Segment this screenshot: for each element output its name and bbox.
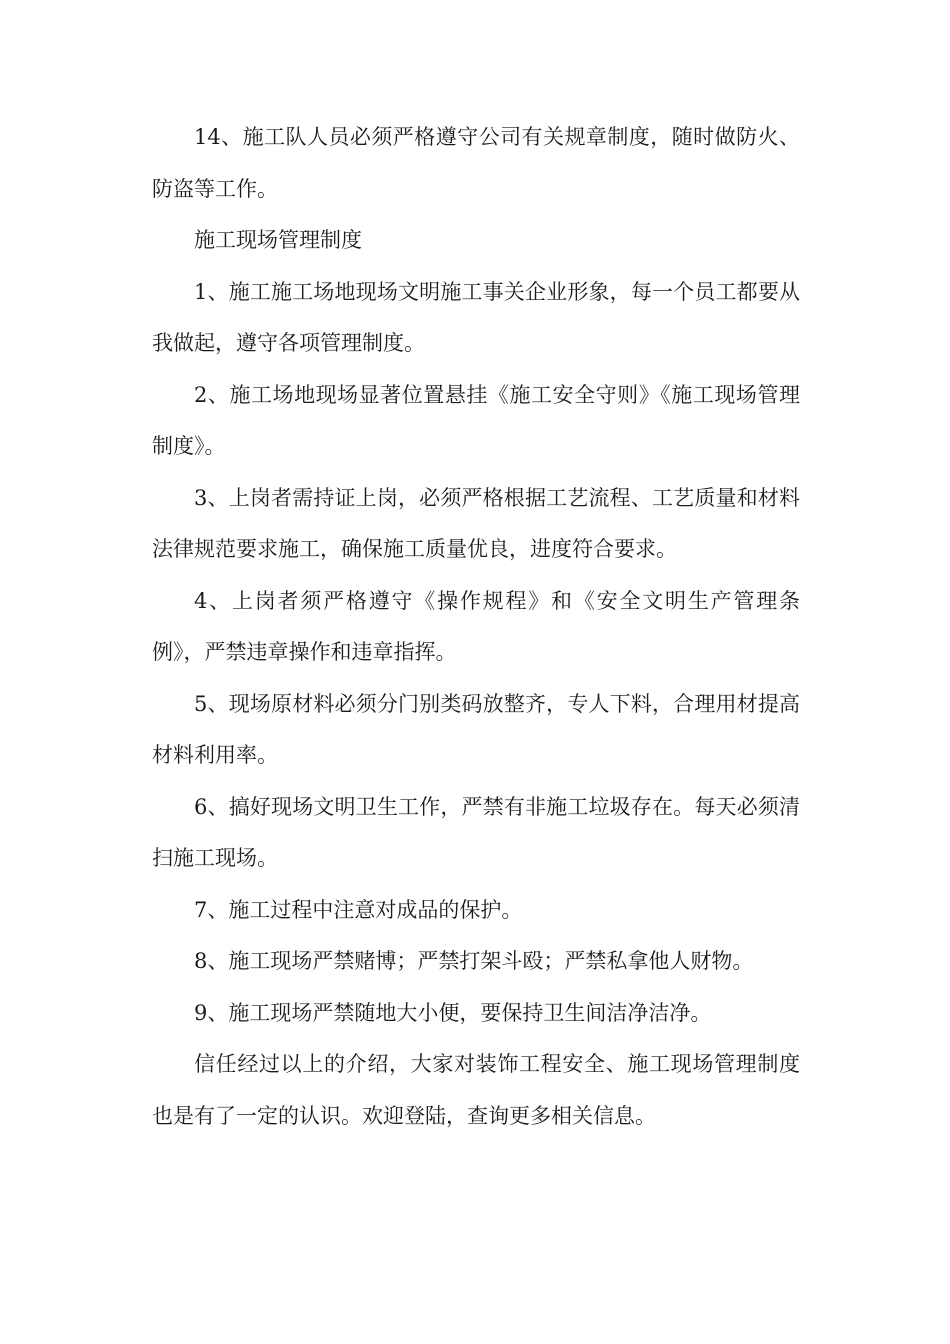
paragraph-rule-5: 5、现场原材料必须分门别类码放整齐，专人下料，合理用材提高材料利用率。 xyxy=(152,691,800,767)
paragraph-rule-7: 7、施工过程中注意对成品的保护。 xyxy=(194,897,523,922)
paragraph-rule-8: 8、施工现场严禁赌博；严禁打架斗殴；严禁私拿他人财物。 xyxy=(194,949,754,973)
paragraph-rule-2: 2、施工场地现场显著位置悬挂《施工安全守则》《施工现场管理制度》。 xyxy=(152,382,800,458)
paragraph-rule-6: 6、搞好现场文明卫生工作，严禁有非施工垃圾存在。每天必须清扫施工现场。 xyxy=(152,794,800,870)
paragraph-rule-3: 3、上岗者需持证上岗，必须严格根据工艺流程、工艺质量和材料法律规范要求施工，确保施工质量优良，进度符合要求。 xyxy=(152,485,800,561)
document-body xyxy=(152,112,800,1142)
section-heading: 施工现场管理制度 xyxy=(194,228,362,252)
paragraph-rule-14: 14、施工队人员必须严格遵守公司有关规章制度，随时做防火、防盗等工作。 xyxy=(152,125,800,201)
paragraph-rule-4: 4、上岗者须严格遵守《操作规程》和《安全文明生产管理条例》，严禁违章操作和违章指挥。 xyxy=(152,588,800,664)
paragraph-rule-1: 1、施工施工场地现场文明施工事关企业形象，每一个员工都要从我做起，遵守各项管理制度。 xyxy=(152,279,800,355)
closing-paragraph: 信任经过以上的介绍，大家对装饰工程安全、施工现场管理制度也是有了一定的认识。欢迎登陆，查询更多相关信息。 xyxy=(152,1052,800,1128)
paragraph-rule-9: 9、施工现场严禁随地大小便，要保持卫生间洁净洁净。 xyxy=(194,1000,712,1025)
